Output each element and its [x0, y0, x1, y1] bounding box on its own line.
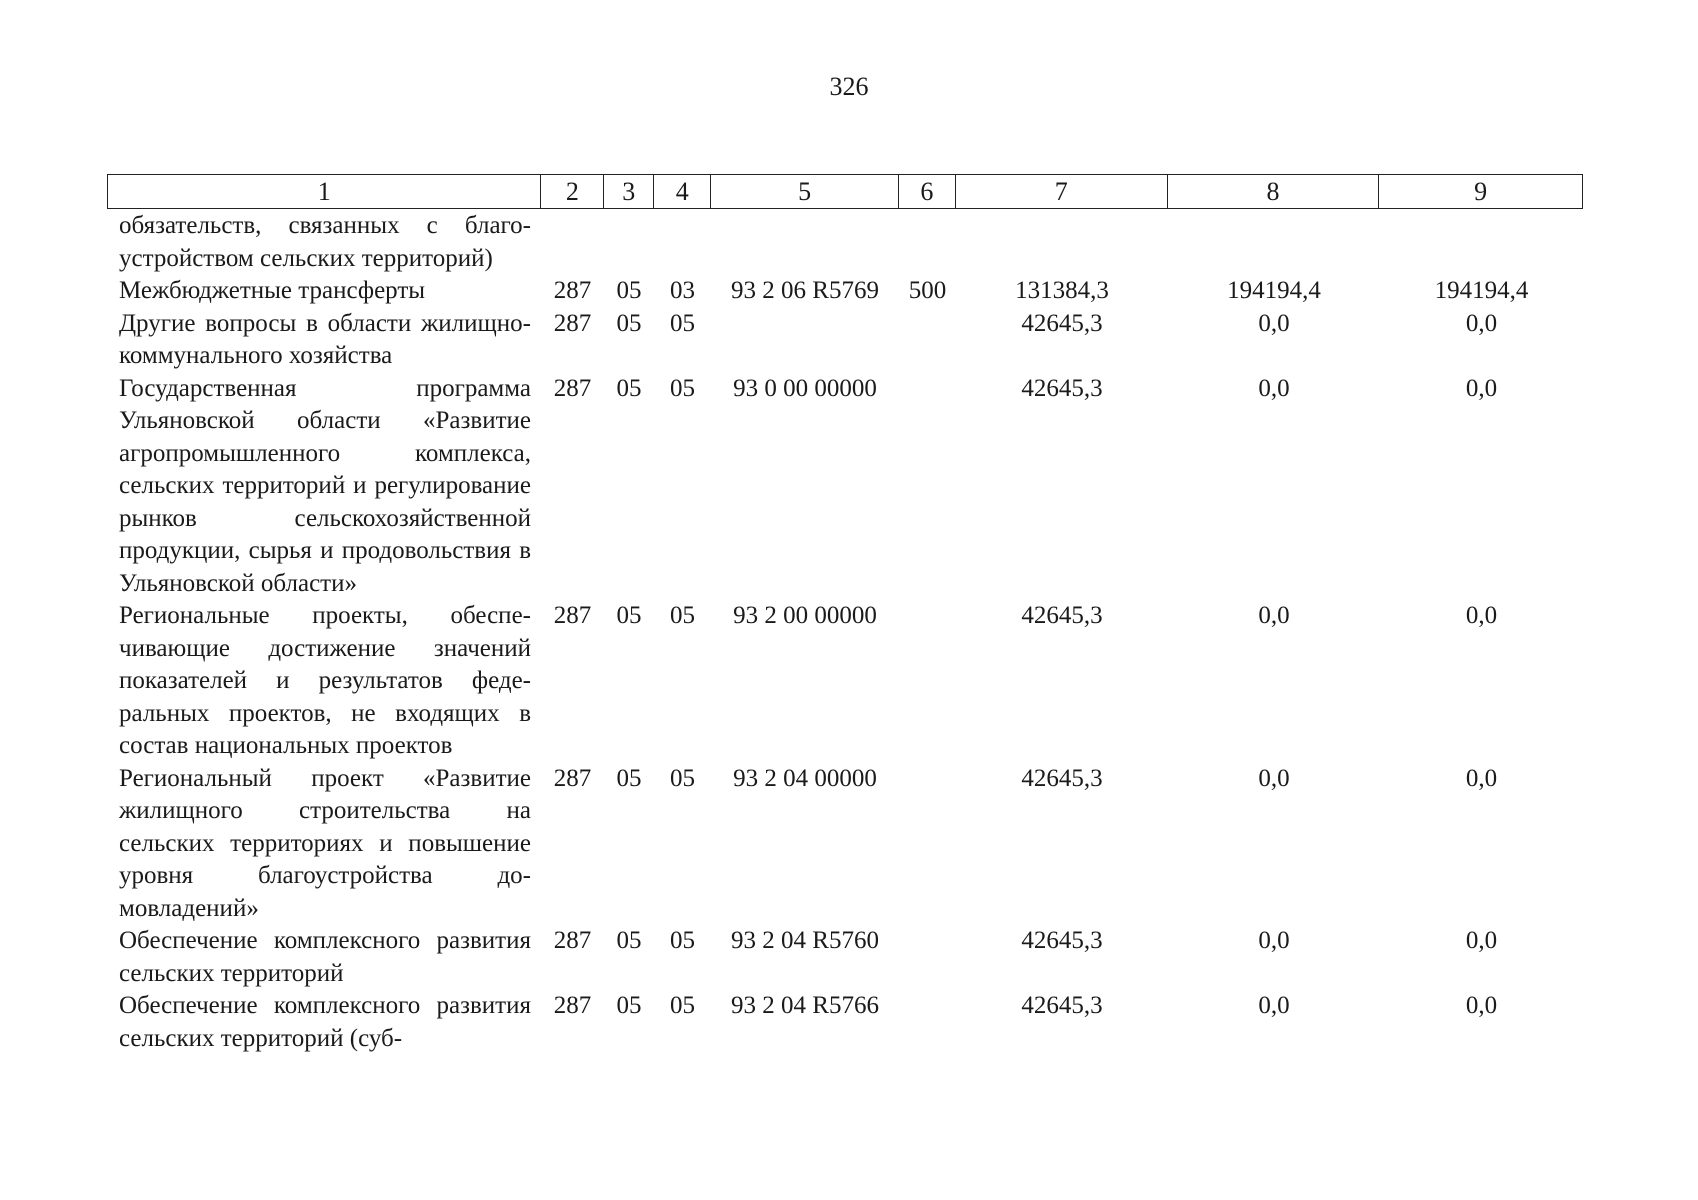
cell-col-9: 194194,4: [1434, 277, 1529, 304]
column-header-7: 7: [956, 175, 1168, 208]
cell-col-2: 287: [553, 309, 592, 337]
cell-col-4: 05: [670, 374, 695, 402]
cell-col-2: 287: [553, 602, 592, 629]
row-name: Межбюджетные трансферты: [119, 277, 426, 304]
cell-col-4: 05: [670, 602, 695, 629]
cell-col-5: 93 2 04 R5760: [731, 927, 879, 954]
cell-col-2: 287: [553, 374, 592, 402]
cell-col-5: 93 2 06 R5769: [731, 277, 879, 304]
column-header-1: 1: [108, 175, 541, 208]
table-row: [107, 600, 1583, 763]
cell-col-3: 05: [616, 764, 642, 792]
cell-col-5: 93 0 00 00000: [733, 374, 877, 402]
page-number: 326: [829, 72, 869, 101]
cell-col-8: 0,0: [1258, 764, 1290, 792]
cell-col-4: 05: [670, 927, 695, 954]
cell-col-9: 0,0: [1465, 309, 1498, 337]
cell-col-8: 0,0: [1258, 992, 1290, 1019]
table-row: [107, 308, 1583, 373]
table-body: [107, 210, 1583, 1055]
column-header-8: 8: [1168, 175, 1380, 208]
cell-col-3: 05: [616, 277, 642, 304]
cell-col-8: 194194,4: [1227, 277, 1321, 304]
cell-col-7: 42645,3: [1021, 374, 1103, 402]
row-name: Обеспечение комплексного развития сельских территорий: [119, 927, 531, 987]
cell-col-7: 131384,3: [1015, 277, 1109, 304]
cell-col-2: 287: [553, 764, 592, 792]
cell-col-5: 93 2 04 00000: [733, 764, 877, 792]
cell-col-8: 0,0: [1258, 374, 1290, 402]
row-name: Обеспечение комплексного развития сельских территорий (суб-: [119, 992, 531, 1052]
cell-col-8: 0,0: [1258, 927, 1290, 954]
cell-col-7: 42645,3: [1021, 992, 1103, 1019]
table-row: [107, 373, 1583, 601]
cell-col-7: 42645,3: [1021, 764, 1103, 792]
cell-col-8: 0,0: [1258, 309, 1290, 337]
cell-col-7: 42645,3: [1021, 309, 1103, 337]
row-name: Региональный проект «Развитие жилищного строительства на сельских территориях и повышение уровня благоустройства домовладений»: [119, 764, 531, 922]
cell-col-3: 05: [616, 602, 642, 629]
cell-col-3: 05: [616, 992, 642, 1019]
cell-col-4: 05: [670, 309, 695, 337]
cell-col-2: 287: [553, 992, 592, 1019]
column-header-2: 2: [541, 175, 604, 208]
column-header-6: 6: [899, 175, 956, 208]
cell-col-9: 0,0: [1465, 374, 1498, 402]
cell-col-9: 0,0: [1465, 927, 1498, 954]
table-header: [107, 174, 1583, 209]
cell-col-9: 0,0: [1465, 602, 1498, 629]
cell-col-6: 500: [908, 277, 947, 304]
table-row: [107, 210, 1583, 275]
column-header-9: 9: [1474, 177, 1488, 206]
row-name: Региональные проекты, обеспечивающие достижение значений показателей и результатов федеральных проектов, не входящих в состав национальных проектов: [119, 602, 531, 759]
table-row: [107, 990, 1583, 1055]
column-header-3: 3: [604, 175, 654, 208]
table-row: [107, 275, 1583, 308]
cell-col-9: 0,0: [1465, 992, 1498, 1019]
cell-col-3: 05: [616, 374, 642, 402]
cell-col-3: 05: [616, 309, 642, 337]
cell-col-7: 42645,3: [1021, 602, 1103, 629]
column-header-4: 4: [654, 175, 711, 208]
row-name: Государственная программа Ульяновской области «Развитие агропромышленного комплекса, сельских территорий и регулирование рынков сельскохозяйственной продукции, сырья и продовольствия в Ульяновской области»: [119, 374, 531, 597]
column-header-5: 5: [711, 175, 899, 208]
row-name: обязательств, связанных с благоустройством сельских территорий): [119, 212, 531, 272]
table-row: [107, 925, 1583, 990]
cell-col-5: 93 2 00 00000: [733, 602, 877, 629]
cell-col-4: 05: [670, 992, 695, 1019]
table-row: [107, 763, 1583, 926]
cell-col-4: 05: [670, 764, 695, 792]
cell-col-8: 0,0: [1258, 602, 1290, 629]
cell-col-5: 93 2 04 R5766: [731, 992, 879, 1019]
cell-col-2: 287: [553, 277, 592, 304]
cell-col-7: 42645,3: [1021, 927, 1103, 954]
cell-col-2: 287: [553, 927, 592, 954]
cell-col-4: 03: [670, 277, 695, 304]
row-name: Другие вопросы в области жилищно-коммунального хозяйства: [119, 309, 531, 369]
cell-col-3: 05: [616, 927, 642, 954]
cell-col-9: 0,0: [1465, 764, 1498, 792]
